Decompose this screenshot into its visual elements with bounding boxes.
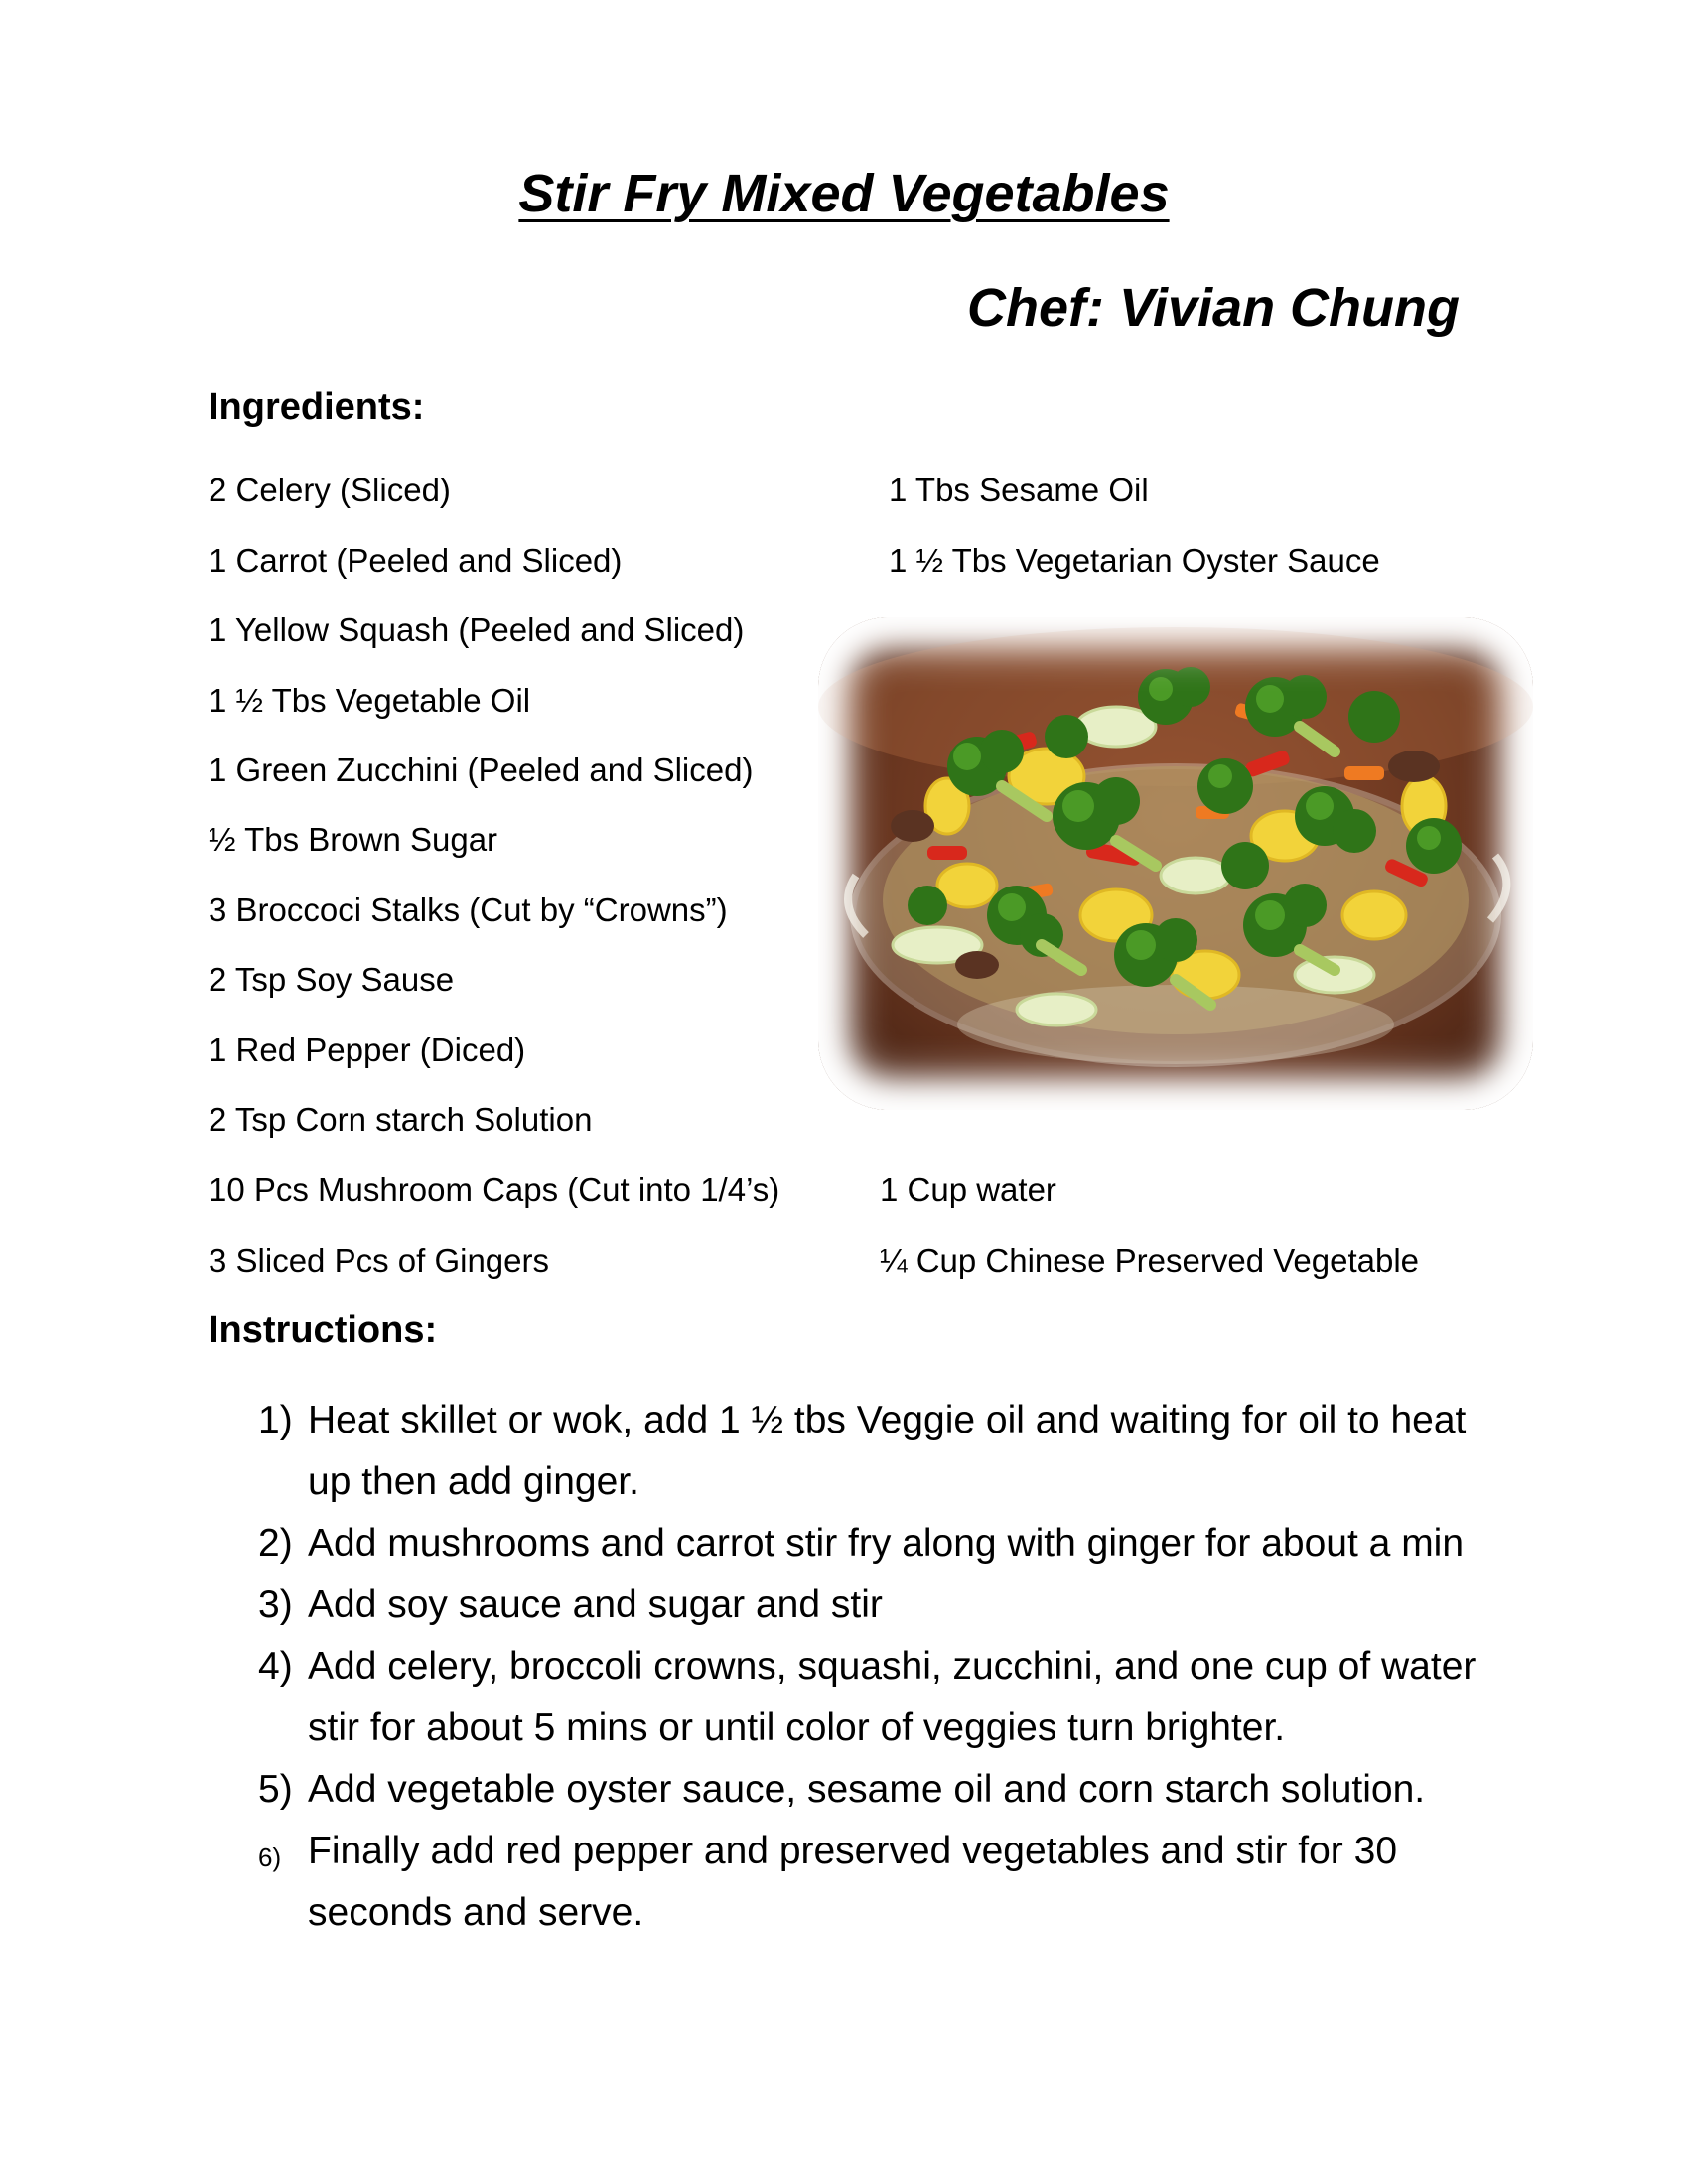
step-number: 2) <box>258 1522 293 1565</box>
ingredient-item: 1 Carrot (Peeled and Sliced) <box>209 542 623 579</box>
ingredient-item: 2 Tsp Corn starch Solution <box>209 1101 593 1138</box>
step-text: Heat skillet or wok, add 1 ½ tbs Veggie oil and waiting for oil to heat up then add ginger. <box>308 1399 1467 1503</box>
instructions-list <box>248 1390 1489 1944</box>
stir-fry-vegetables-photo <box>818 617 1533 1110</box>
step-text: Add mushrooms and carrot stir fry along with ginger for about a min <box>308 1522 1465 1565</box>
ingredient-item: 1 Green Zucchini (Peeled and Sliced) <box>209 751 754 788</box>
step-text: Finally add red pepper and preserved vegetables and stir for 30 seconds and serve. <box>308 1830 1398 1934</box>
recipe-title: Stir Fry Mixed Vegetables <box>518 164 1170 223</box>
step-text: Add celery, broccoli crowns, squashi, zucchini, and one cup of water stir for about 5 mins or until color of veggies turn brighter. <box>308 1645 1477 1749</box>
ingredient-item: 2 Celery (Sliced) <box>209 472 451 508</box>
ingredient-item: ¼ Cup Chinese Preserved Vegetable <box>880 1242 1420 1279</box>
step-number: 3) <box>258 1583 293 1626</box>
instruction-step <box>248 1390 1489 1513</box>
step-text: Add soy sauce and sugar and stir <box>308 1583 883 1626</box>
step-number: 4) <box>258 1645 293 1688</box>
ingredient-item: 1 Yellow Squash (Peeled and Sliced) <box>209 612 745 648</box>
ingredient-item: 1 Cup water <box>880 1171 1056 1208</box>
ingredient-item: 1 Tbs Sesame Oil <box>889 472 1149 508</box>
step-number: 6) <box>258 1843 282 1872</box>
instruction-step <box>248 1636 1489 1759</box>
ingredients-heading: Ingredients: <box>209 386 425 428</box>
ingredient-item: 10 Pcs Mushroom Caps (Cut into 1/4’s) <box>209 1171 780 1208</box>
instruction-step <box>248 1513 1489 1574</box>
ingredient-item: 3 Broccoci Stalks (Cut by “Crowns”) <box>209 891 728 928</box>
step-number: 5) <box>258 1768 293 1811</box>
ingredient-item: 3 Sliced Pcs of Gingers <box>209 1242 549 1279</box>
instructions-heading: Instructions: <box>209 1309 438 1351</box>
ingredient-item: 1 ½ Tbs Vegetarian Oyster Sauce <box>889 542 1380 579</box>
stir-fry-dish-image <box>818 617 1533 1110</box>
instruction-step <box>248 1821 1489 1944</box>
step-text: Add vegetable oyster sauce, sesame oil and corn starch solution. <box>308 1768 1426 1811</box>
ingredient-item: ½ Tbs Brown Sugar <box>209 821 498 858</box>
instruction-step <box>248 1574 1489 1636</box>
step-number: 1) <box>258 1399 293 1441</box>
ingredient-item: 2 Tsp Soy Sause <box>209 961 455 998</box>
chef-name: Chef: Vivian Chung <box>967 278 1460 338</box>
instruction-step <box>248 1759 1489 1821</box>
ingredient-item: 1 Red Pepper (Diced) <box>209 1031 526 1068</box>
ingredient-item: 1 ½ Tbs Vegetable Oil <box>209 682 531 719</box>
